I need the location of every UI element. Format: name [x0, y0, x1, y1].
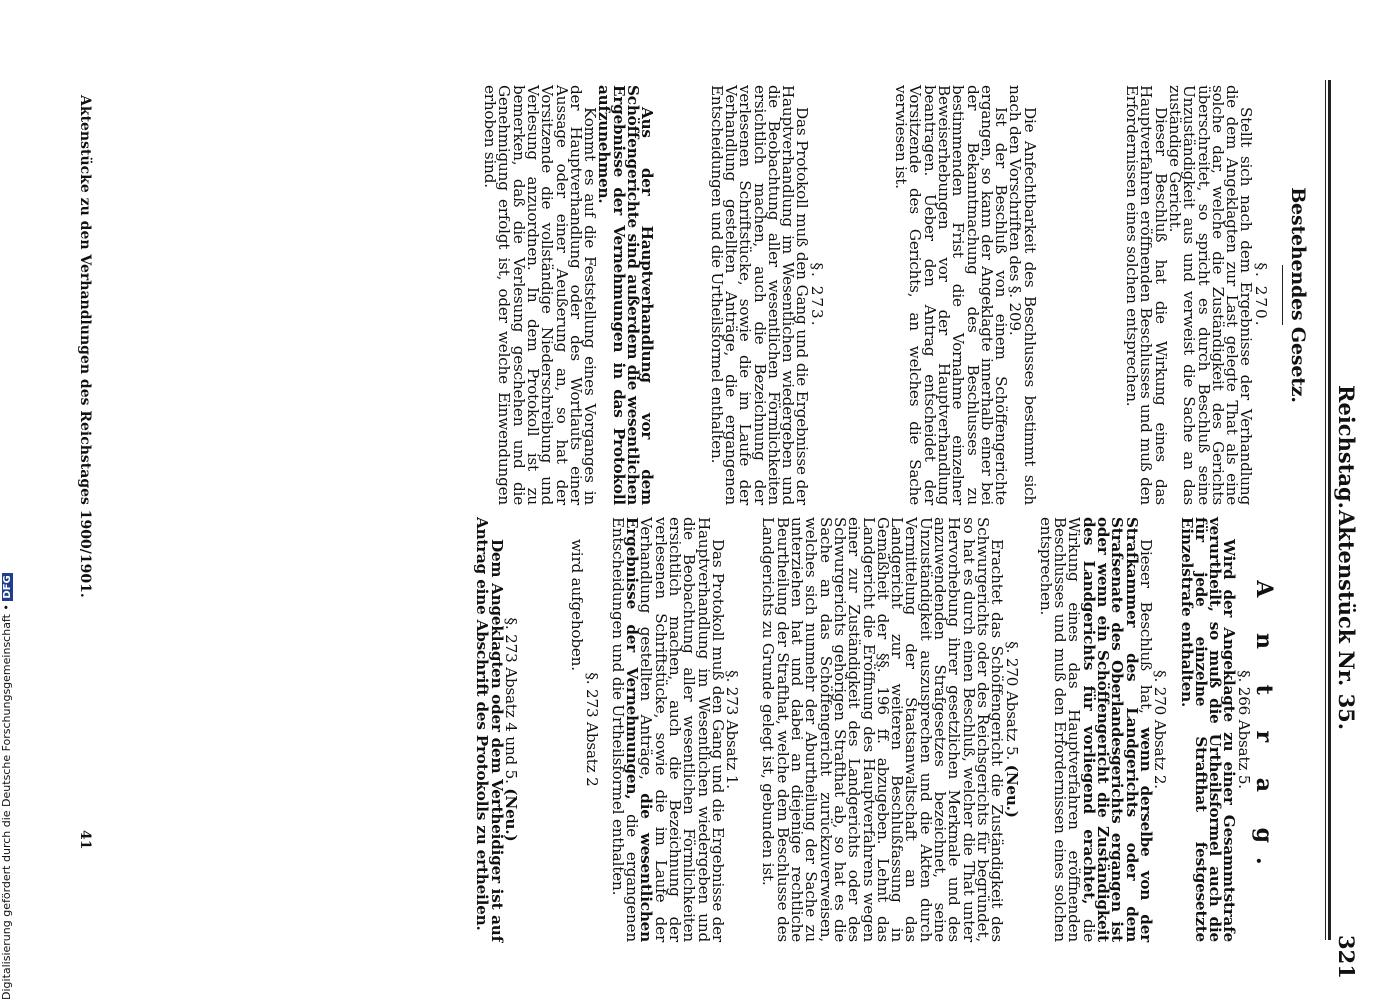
a273-45-heading: [501, 517, 520, 942]
header-rule: [1328, 80, 1331, 940]
sec270-paragraph-3: Die Anfechtbarkeit des Beschlusses bestimmt sich nach den Vorschriften des §. 209.: [1006, 85, 1039, 505]
a270-5-new-badge: (Neu.): [1002, 764, 1021, 818]
a273-2-text: wird aufgehoben.: [568, 539, 587, 671]
a270-2-text-bold: wenn derselbe von der Strafkammer des Landgerichts oder dem Strafsenate des Oberlandesgerichts ergangen ist oder wenn ein Schöffengericht die Zuständigkeit des Landgerichts für vorliegend erachtet,: [1079, 517, 1155, 942]
right-column: [475, 517, 1313, 942]
a270-5-heading: [1002, 517, 1021, 942]
a273-1-text-bold: die wesentlichen Ergebnisse der Vernehmungen,: [623, 517, 656, 942]
sec273-heading: §. 273.: [807, 262, 826, 328]
sec270-paragraph-4: Ist der Beschluß von einem Schöffengerichte ergangen, so kann der Angeklagte innerhalb einer bei der Bekanntmachung des Beschlusses zu bestimmenden Frist die Vornahme einzelner Beweiserhebungen vor der Hauptverhandlung beantragen. Ueber den Antrag entscheidet der Vorsitzende des Gerichts, an welches die Sache verwiesen ist.: [892, 85, 1011, 505]
sec270-paragraph-1: Stellt sich nach dem Ergebnisse der Verhandlung die dem Angeklagten zur Last gelegte That als eine solche dar, welche die Zuständigkeit des Gerichts überschreitet, so spricht es durch Beschluß seine Unzuständigkeit aus und verweist die Sache an das zuständige Gericht.: [1165, 85, 1256, 505]
footer-page: 41: [77, 830, 93, 850]
a273-45-heading-label: §. 273 Absatz 4 und 5.: [501, 617, 520, 784]
a270-5-text: Erachtet das Schöffengericht die Zuständigkeit des Schwurgerichts oder des Reichsgerichts für begründet, so hat es durch einen Beschluß, welcher die That unter Hervorhebung ihrer gesetzlichen Merkmale und des anzuwendenden Strafgesetzes bezeichnet, seine Unzuständigkeit auszusprechen und die Akten durch Vermittelung der Staatsanwaltschaft an das Landgericht zur weiteren Beschlußfassung in Gemäßheit der §§. 196 ff. abzugeben. Lehnt das Landgericht die Eröffnung des Hauptverfahrens wegen einer zur Zuständigkeit des Landgerichts oder des Schwurgerichts gehörigen Strafthat ab, so hat es die Sache an das Schöffengericht zurückzuverweisen, welches sich nunmehr der Aburtheilung der Sache zu unterziehen hat und dabei an diejenige rechtliche Beurtheilung der Strafthat, welche dem Beschlusse des Landgerichts zu Grunde gelegt ist, gebunden ist.: [759, 517, 1007, 942]
dfg-sidebar-text: Digitalisierung gefördert durch die Deutsche Forschungsgemeinschaft: [0, 614, 13, 1000]
header-reichstag: Reichstag.: [1334, 385, 1359, 509]
left-column: [483, 85, 1313, 505]
a266-heading: §. 266 Absatz 5.: [1234, 670, 1253, 789]
a273-1-heading: §. 273 Absatz 1.: [723, 670, 742, 789]
sec273-paragraph-3: Kommt es auf die Feststellung eines Vorganges in der Hauptverhandlung oder des Wortlauts einer Aussage oder einer Aeußerung an, so hat der Vorsitzende die vollständige Niederschreibung und Verlesung anzuordnen. In dem Protokoll ist zu bemerken, daß die Verlesung geschehen und die Genehmigung erfolgt ist, oder welche Einwendungen erhoben sind.: [481, 85, 600, 505]
a273-2-heading: §. 273 Absatz 2: [582, 672, 601, 787]
sec270-heading: §. 270.: [1251, 262, 1270, 328]
a273-45-new-badge: (Neu.): [501, 788, 520, 842]
sec273-paragraph-2: Aus der Hauptverhandlung vor dem Schöffengerichte sind außerdem die wesentlichen Ergebnisse der Vernehmungen in das Protokoll aufzunehmen.: [595, 85, 657, 505]
a266-text: Wird der Angeklagte zu einer Gesammtstrafe verurtheilt, so muß die Urtheilsformel auch die für jede einzelne Strafthat festgesetzte Einzelstrafe enthalten.: [1177, 517, 1239, 942]
sec270-paragraph-2: Dieser Beschluß hat die Wirkung eines das Hauptverfahren eröffnenden Beschlusses und muß den Erfordernissen eines solchen entsprechen.: [1123, 85, 1170, 505]
footer-title: Aktenstücke zu den Verhandlungen des Reichstages 1900/1901.: [77, 95, 93, 598]
a270-5-heading-label: §. 270 Absatz 5.: [1002, 641, 1021, 761]
a270-2-text-start: Dieser Beschluß hat,: [1136, 539, 1155, 728]
header-aktenstueck: Aktenstück Nr. 35.: [1334, 510, 1359, 731]
a270-2-heading: §. 270 Absatz 2.: [1151, 670, 1170, 789]
sec273-paragraph-1: Das Protokoll muß den Gang und die Ergebnisse der Hauptverhandlung im Wesentlichen wiedergeben und die Beobachtung aller wesentlichen Förmlichkeiten ersichtlich machen, auch die Bezeichnung der verlesenen Schriftstücke, sowie die im Laufe der Verhandlung gestellten Anträge, die ergangenen Entscheidungen und die Urtheilsformel enthalten.: [707, 85, 812, 505]
a273-1-text-start: Das Protokoll muß den Gang und die Ergebnisse der Hauptverhandlung im Wesentlichen wiedergeben und die Beobachtung aller wesentlichen Förmlichkeiten ersichtlich machen, auch die Bezeichnung der verlesenen Schriftstücke, sowie die im Laufe der Verhandlung gestellten Anträge,: [637, 517, 727, 942]
dfg-logo: DFG: [2, 575, 13, 599]
header-rule-thin: [1325, 80, 1326, 940]
a270-2-text: [1036, 517, 1155, 942]
dfg-sidebar: Digitalisierung gefördert durch die Deutsche Forschungsgemeinschaft • DFG: [0, 575, 13, 1000]
a273-45-text: Dem Angeklagten oder dem Vertheidiger ist auf Antrag eine Abschrift des Protokolls zu ertheilen.: [473, 517, 506, 942]
left-column-title: Bestehendes Gesetz.: [1287, 187, 1309, 403]
a270-2-text-end: die Wirkung eines das Hauptverfahren eröffnenden Beschlusses und muß den Erfordernissen eines solchen entsprechen.: [1036, 517, 1098, 942]
title-divider: [1282, 265, 1283, 325]
right-column-title: A n t r a g.: [1251, 580, 1277, 879]
header-page-number: 321: [1334, 935, 1359, 979]
a273-1-text-end: die ergangenen Entscheidungen und die Urtheilsformel enthalten.: [608, 517, 642, 942]
a273-1-text: [608, 517, 727, 942]
